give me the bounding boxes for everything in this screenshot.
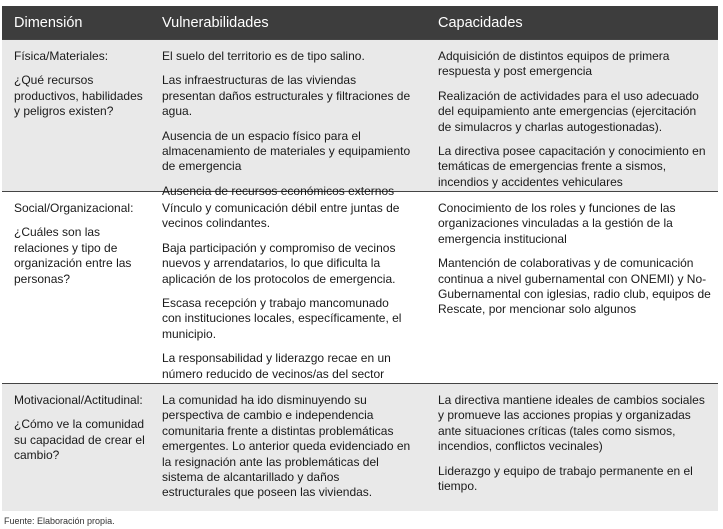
capacidades-cell [411,40,718,191]
dimension-question: ¿Cómo ve la comunidad su capacidad de crear el cambio? [14,417,145,463]
capacidad-item: Conocimiento de los roles y funciones de las organizaciones vinculadas a la gestión de la emergencia institucional [438,201,676,246]
source-note: Fuente: Elaboración propia. [4,516,115,526]
header-capacidades: Capacidades [438,14,523,31]
vulnerabilidad-item: Vínculo y comunicación débil entre juntas de vecinos colindantes. [162,201,400,231]
vulnerability-capacity-table [2,6,718,511]
vulnerabilidades-cell [148,384,411,511]
dimension-cell [2,40,148,191]
capacidad-item: Realización de actividades para el uso adecuado del equipamiento ante emergencias (ejercitación de simulacros y charlas autogestionadas). [438,88,699,134]
capacidades-cell [411,384,718,511]
capacidad-item: La directiva posee capacitación y conocimiento en temáticas de emergencias frente a sismos, incendios y accidentes vehiculares [438,144,706,189]
vulnerabilidad-item: El suelo del territorio es de tipo salino. [162,49,365,63]
header-vulnerabilidades: Vulnerabilidades [162,14,269,31]
vulnerabilidad-item: Ausencia de un espacio físico para el almacenamiento de materiales y equipamiento de emergencia [162,128,411,174]
table-row-social [2,191,718,383]
dimension-question: ¿Cuáles son las relaciones y tipo de organización entre las personas? [14,225,132,286]
vulnerabilidades-cell [148,192,411,383]
vulnerabilidad-item: Ausencia de recursos económicos externos [162,183,395,198]
vulnerabilidad-item: La responsabilidad y liderazgo recae en un número reducido de vecinos/as del sector [162,351,391,381]
header-dimension: Dimensión [14,14,83,31]
vulnerabilidades-cell [148,40,411,198]
vulnerabilidad-item: La comunidad ha ido disminuyendo su perspectiva de cambio e independencia comunitaria frente a distintas problemáticas emergentes. Lo anterior queda evidenciado en la resignación ante las problemáticas del sistema de alcantarillado y daños estructurales que poseen las viviendas. [162,393,411,500]
table-row-fisica [2,39,718,198]
dimension-title: Motivacional/Actitudinal: [14,393,143,407]
table-header [2,6,718,39]
table-row-motivacional [2,383,718,511]
dimension-title: Social/Organizacional: [14,201,134,215]
dimension-cell [2,192,148,383]
vulnerabilidad-item: Escasa recepción y trabajo mancomunado con instituciones locales, específicamente, el municipio. [162,296,402,341]
capacidades-cell [411,192,718,383]
dimension-question: ¿Qué recursos productivos, habilidades y peligros existen? [14,73,143,119]
dimension-title: Física/Materiales: [14,49,109,63]
capacidad-item: Mantención de colaborativas y de comunicación continua a nivel gubernamental con ONEMI) y No-Gubernamental con iglesias, radio club, equipos de Rescate, por mencionar solo algunos [438,256,711,317]
vulnerabilidad-item: Baja participación y compromiso de vecinos nuevos y arrendatarios, lo que dificulta la aplicación de los protocolos de emergencia. [162,240,396,286]
dimension-cell [2,384,148,511]
capacidad-item: Liderazgo y equipo de trabajo permanente en el tiempo. [438,463,693,494]
vulnerabilidad-item: Las infraestructuras de las viviendas presentan daños estructurales y filtraciones de agua. [162,73,411,119]
capacidad-item: La directiva mantiene ideales de cambios sociales y promueve las acciones propias y organizadas ante situaciones críticas (tales como sismos, incendios, conflictos vecinales) [438,393,705,454]
capacidad-item: Adquisición de distintos equipos de primera respuesta y post emergencia [438,49,670,79]
